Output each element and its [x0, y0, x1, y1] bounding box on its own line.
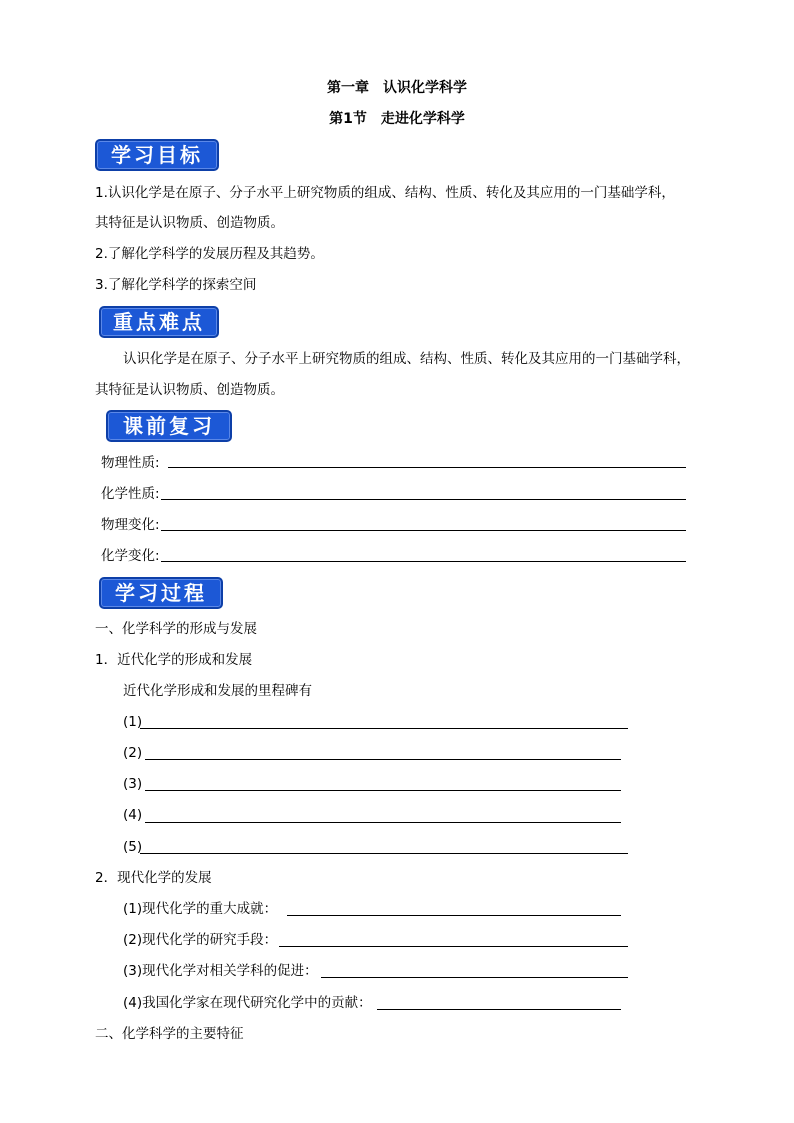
milestone-answer-line[interactable]: [145, 759, 621, 760]
objective-line: 2.了解化学科学的发展历程及其趋势。: [95, 246, 324, 262]
milestone-label: (1): [123, 714, 143, 730]
objective-line: 1.认识化学是在原子、分子水平上研究物质的组成、结构、性质、转化及其应用的一门基础学科，: [95, 185, 675, 201]
milestone-label: (2): [123, 745, 143, 761]
objective-line: 其特征是认识物质、创造物质。: [95, 215, 284, 231]
review-label: 化学变化:: [101, 548, 160, 564]
sub2-heading: 2．现代化学的发展: [95, 870, 212, 886]
milestone-label: (4): [123, 807, 143, 823]
review-badge: 课前复习: [106, 410, 232, 442]
review-label: 化学性质:: [101, 486, 160, 502]
milestone-label: (3): [123, 776, 143, 792]
review-label: 物理性质:: [101, 455, 160, 471]
part2-heading: 二、化学科学的主要特征: [95, 1026, 244, 1042]
modern-item-label: (4)我国化学家在现代研究化学中的贡献：: [123, 995, 372, 1011]
modern-item-label: (3)现代化学对相关学科的促进：: [123, 963, 318, 979]
key-point-line: 认识化学是在原子、分子水平上研究物质的组成、结构、性质、转化及其应用的一门基础学科，: [123, 351, 690, 367]
section-title: 第1节 走进化学科学: [329, 111, 465, 127]
review-answer-line[interactable]: [161, 561, 686, 562]
milestone-answer-line[interactable]: [145, 822, 621, 823]
process-badge: 学习过程: [99, 577, 223, 609]
chapter-title: 第一章 认识化学科学: [327, 80, 467, 96]
sub1-intro: 近代化学形成和发展的里程碑有: [123, 683, 312, 699]
review-answer-line[interactable]: [168, 467, 686, 468]
review-label: 物理变化:: [101, 517, 160, 533]
modern-item-label: (2)现代化学的研究手段：: [123, 932, 278, 948]
sub1-heading: 1．近代化学的形成和发展: [95, 652, 253, 668]
review-answer-line[interactable]: [161, 499, 686, 500]
modern-item-answer-line[interactable]: [279, 946, 628, 947]
modern-item-answer-line[interactable]: [287, 915, 621, 916]
milestone-answer-line[interactable]: [140, 728, 628, 729]
key-points-badge: 重点难点: [99, 306, 219, 338]
review-answer-line[interactable]: [161, 530, 686, 531]
objectives-badge: 学习目标: [95, 139, 219, 171]
milestone-answer-line[interactable]: [145, 790, 621, 791]
modern-item-answer-line[interactable]: [321, 977, 628, 978]
modern-item-answer-line[interactable]: [377, 1009, 621, 1010]
milestone-label: (5): [123, 839, 143, 855]
key-point-line: 其特征是认识物质、创造物质。: [95, 382, 284, 398]
part1-heading: 一、化学科学的形成与发展: [95, 621, 257, 637]
objective-line: 3.了解化学科学的探索空间: [95, 277, 257, 293]
milestone-answer-line[interactable]: [140, 853, 628, 854]
modern-item-label: (1)现代化学的重大成就：: [123, 901, 278, 917]
